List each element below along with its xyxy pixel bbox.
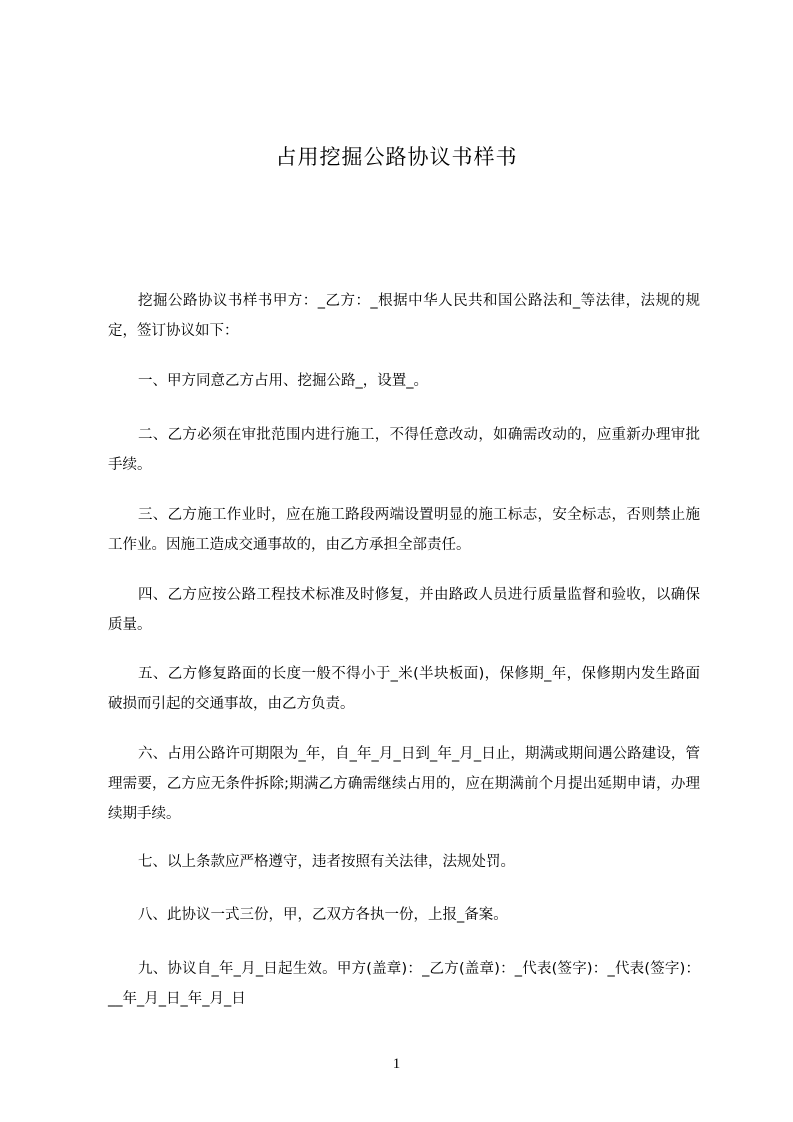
clause-2-paragraph: 二、乙方必须在审批范围内进行施工，不得任意改动，如确需改动的，应重新办理审批手续。 (108, 427, 700, 473)
clause-1-paragraph: 一、甲方同意乙方占用、挖掘公路_，设置_。 (138, 373, 428, 389)
clause-7-paragraph: 七、以上条款应严格遵守，违者按照有关法律，法规处罚。 (138, 854, 515, 870)
document-title: 占用挖掘公路协议书样书 (275, 145, 518, 169)
clause-8-paragraph: 八、此协议一式三份，甲，乙双方各执一份，上报_备案。 (138, 907, 508, 923)
intro-paragraph: 挖掘公路协议书样书甲方：_乙方：_根据中华人民共和国公路法和_等法律，法规的规定，签订协议如下： (108, 293, 700, 339)
clause-6-paragraph: 六、占用公路许可期限为_年，自_年_月_日到_年_月_日止，期满或期间遇公路建设，管理需要，乙方应无条件拆除;期满乙方确需继续占用的，应在期满前个月提出延期申请，办理续期手续。 (108, 746, 700, 822)
clause-3-paragraph: 三、乙方施工作业时，应在施工路段两端设置明显的施工标志，安全标志，否则禁止施工作业。因施工造成交通事故的，由乙方承担全部责任。 (108, 507, 700, 553)
clause-9-paragraph: 九、协议自_年_月_日起生效。甲方(盖章)：_乙方(盖章)：_代表(签字)：_代表(签字)：__年_月_日_年_月_日 (108, 961, 700, 1007)
clause-4-paragraph: 四、乙方应按公路工程技术标准及时修复，并由路政人员进行质量监督和验收，以确保质量。 (108, 587, 700, 633)
clause-5-paragraph: 五、乙方修复路面的长度一般不得小于_米(半块板面)，保修期_年，保修期内发生路面破损而引起的交通事故，由乙方负责。 (108, 666, 700, 712)
page-number: 1 (392, 1056, 401, 1072)
